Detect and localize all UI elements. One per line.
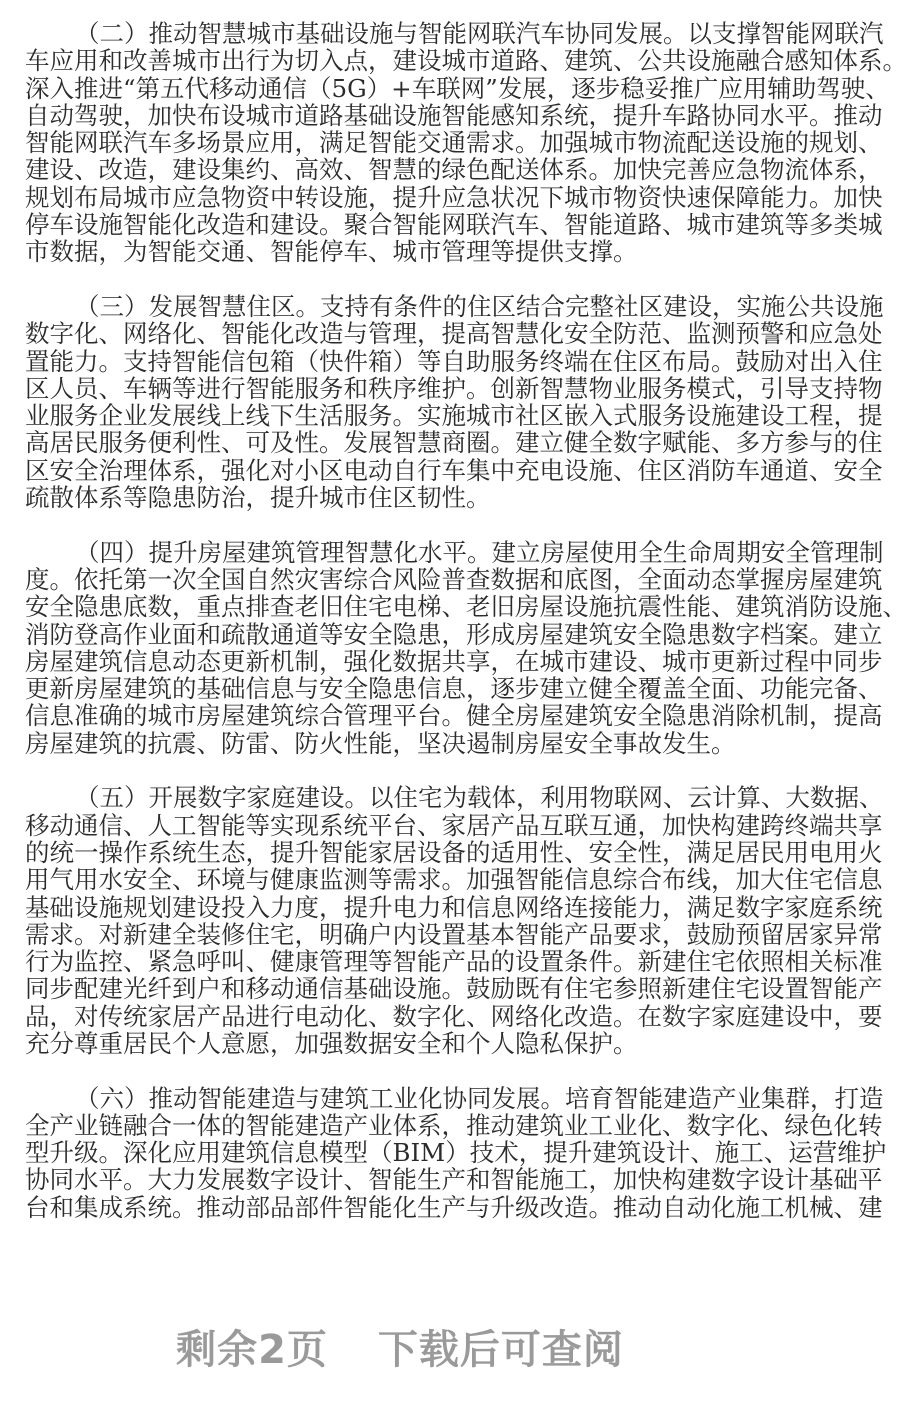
paragraph-line: 建设、改造，建设集约、高效、智慧的绿色配送体系。加快完善应急物流体系， [25, 155, 883, 185]
paragraph-line: （三）发展智慧住区。支持有条件的住区结合完整社区建设，实施公共设施 [75, 291, 884, 321]
paragraph-line: 置能力。支持智能信包箱（快件箱）等自助服务终端在住区布局。鼓励对出入住 [25, 346, 883, 376]
paragraph [25, 19, 907, 267]
paragraph [25, 783, 884, 1058]
paragraph-line: 消防登高作业面和疏散通道等安全隐患，形成房屋建筑安全隐患数字档案。建立 [25, 619, 883, 649]
paragraph-line: （二）推动智慧城市基础设施与智能网联汽车协同发展。以支撑智能网联汽 [75, 19, 884, 48]
paragraph-line: （六）推动智能建造与建筑工业化协同发展。培育智能建造产业集群，打造 [75, 1083, 884, 1113]
paragraph-line: 高居民服务便利性、可及性。发展智慧商圈。建立健全数字赋能、多方参与的住 [25, 428, 883, 458]
paragraph-line: 的统一操作系统生态，提升智能家居设备的适用性、安全性，满足居民用电用火 [25, 837, 883, 867]
document-body [25, 19, 907, 1248]
download-prompt-banner[interactable] [0, 1318, 800, 1375]
paragraph-line: 停车设施智能化改造和建设。聚合智能网联汽车、智能道路、城市建筑等多类城 [25, 210, 883, 240]
paragraph-line: 型升级。深化应用建筑信息模型（BIM）技术，提升建筑设计、施工、运营维护 [25, 1138, 887, 1168]
paragraph-line: 品，对传统家居产品进行电动化、数字化、网络化改造。在数字家庭建设中，要 [25, 1001, 883, 1031]
paragraph-line: 规划布局城市应急物资中转设施，提升应急状况下城市物资快速保障能力。加快 [25, 182, 883, 212]
paragraph-line: （五）开展数字家庭建设。以住宅为载体，利用物联网、云计算、大数据、 [75, 783, 884, 813]
paragraph-line: 数字化、网络化、智能化改造与管理，提高智慧化安全防范、监测预警和应急处 [25, 319, 883, 349]
paragraph-line: 房屋建筑信息动态更新机制，强化数据共享，在城市建设、城市更新过程中同步 [25, 646, 883, 676]
paragraph-line: 智能网联汽车多场景应用，满足智能交通需求。加强城市物流配送设施的规划、 [25, 128, 883, 158]
paragraph-line: 房屋建筑的抗震、防雷、防火性能，坚决遏制房屋安全事故发生。 [25, 728, 736, 758]
paragraph-line: 业服务企业发展线上线下生活服务。实施城市社区嵌入式服务设施建设工程，提 [25, 401, 883, 431]
paragraph-line: 台和集成系统。推动部品部件智能化生产与升级改造。推动自动化施工机械、建 [25, 1192, 883, 1222]
paragraph-line: 深入推进“第五代移动通信（5G）+车联网”发展，逐步稳妥推广应用辅助驾驶、 [25, 73, 890, 103]
paragraph-line: 度。依托第一次全国自然灾害综合风险普查数据和底图，全面动态掌握房屋建筑 [25, 564, 883, 594]
paragraph [25, 291, 884, 513]
paragraph-line: 需求。对新建全装修住宅，明确户内设置基本智能产品要求，鼓励预留居家异常 [25, 919, 883, 949]
paragraph [25, 1083, 887, 1222]
paragraph-line: 行为监控、紧急呼叫、健康管理等智能产品的设置条件。新建住宅依照相关标准 [25, 947, 883, 977]
paragraph-line: 协同水平。大力发展数字设计、智能生产和智能施工，加快构建数字设计基础平 [25, 1165, 883, 1195]
paragraph-line: 移动通信、人工智能等实现系统平台、家居产品互联互通，加快构建跨终端共享 [25, 810, 883, 840]
paragraph-line: 自动驾驶，加快布设城市道路基础设施智能感知系统，提升车路协同水平。推动 [25, 100, 883, 130]
paragraph-line: 区人员、车辆等进行智能服务和秩序维护。创新智慧物业服务模式，引导支持物 [25, 373, 883, 403]
paragraph-line: 疏散体系等隐患防治，提升城市住区韧性。 [25, 483, 491, 513]
remaining-pages-label: 剩余2页 [176, 1327, 328, 1373]
paragraph-line: 信息准确的城市房屋建筑综合管理平台。健全房屋建筑安全隐患消除机制，提高 [25, 701, 883, 731]
paragraph-line: 基础设施规划建设投入力度，提升电力和信息网络连接能力，满足数字家庭系统 [25, 892, 883, 922]
paragraph-line: 充分尊重居民个人意愿，加强数据安全和个人隐私保护。 [25, 1028, 638, 1058]
paragraph-line: 安全隐患底数，重点排查老旧住宅电梯、老旧房屋设施抗震性能、建筑消防设施、 [25, 592, 907, 622]
paragraph-line: 区安全治理体系，强化对小区电动自行车集中充电设施、住区消防车通道、安全 [25, 455, 883, 485]
paragraph-line: 车应用和改善城市出行为切入点，建设城市道路、建筑、公共设施融合感知体系。 [25, 46, 907, 76]
paragraph-line: 用气用水安全、环境与健康监测等需求。加强智能信息综合布线，加大住宅信息 [25, 865, 883, 895]
paragraph-line: 同步配建光纤到户和移动通信基础设施。鼓励既有住宅参照新建住宅设置智能产 [25, 974, 883, 1004]
download-to-view-label: 下载后可查阅 [377, 1327, 624, 1373]
paragraph-line: （四）提升房屋建筑管理智慧化水平。建立房屋使用全生命周期安全管理制 [75, 537, 884, 567]
paragraph-line: 全产业链融合一体的智能建造产业体系，推动建筑业工业化、数字化、绿色化转 [25, 1110, 883, 1140]
paragraph-line: 市数据，为智能交通、智能停车、城市管理等提供支撑。 [25, 237, 638, 267]
paragraph [25, 537, 907, 758]
paragraph-line: 更新房屋建筑的基础信息与安全隐患信息，逐步建立健全覆盖全面、功能完备、 [25, 674, 883, 704]
